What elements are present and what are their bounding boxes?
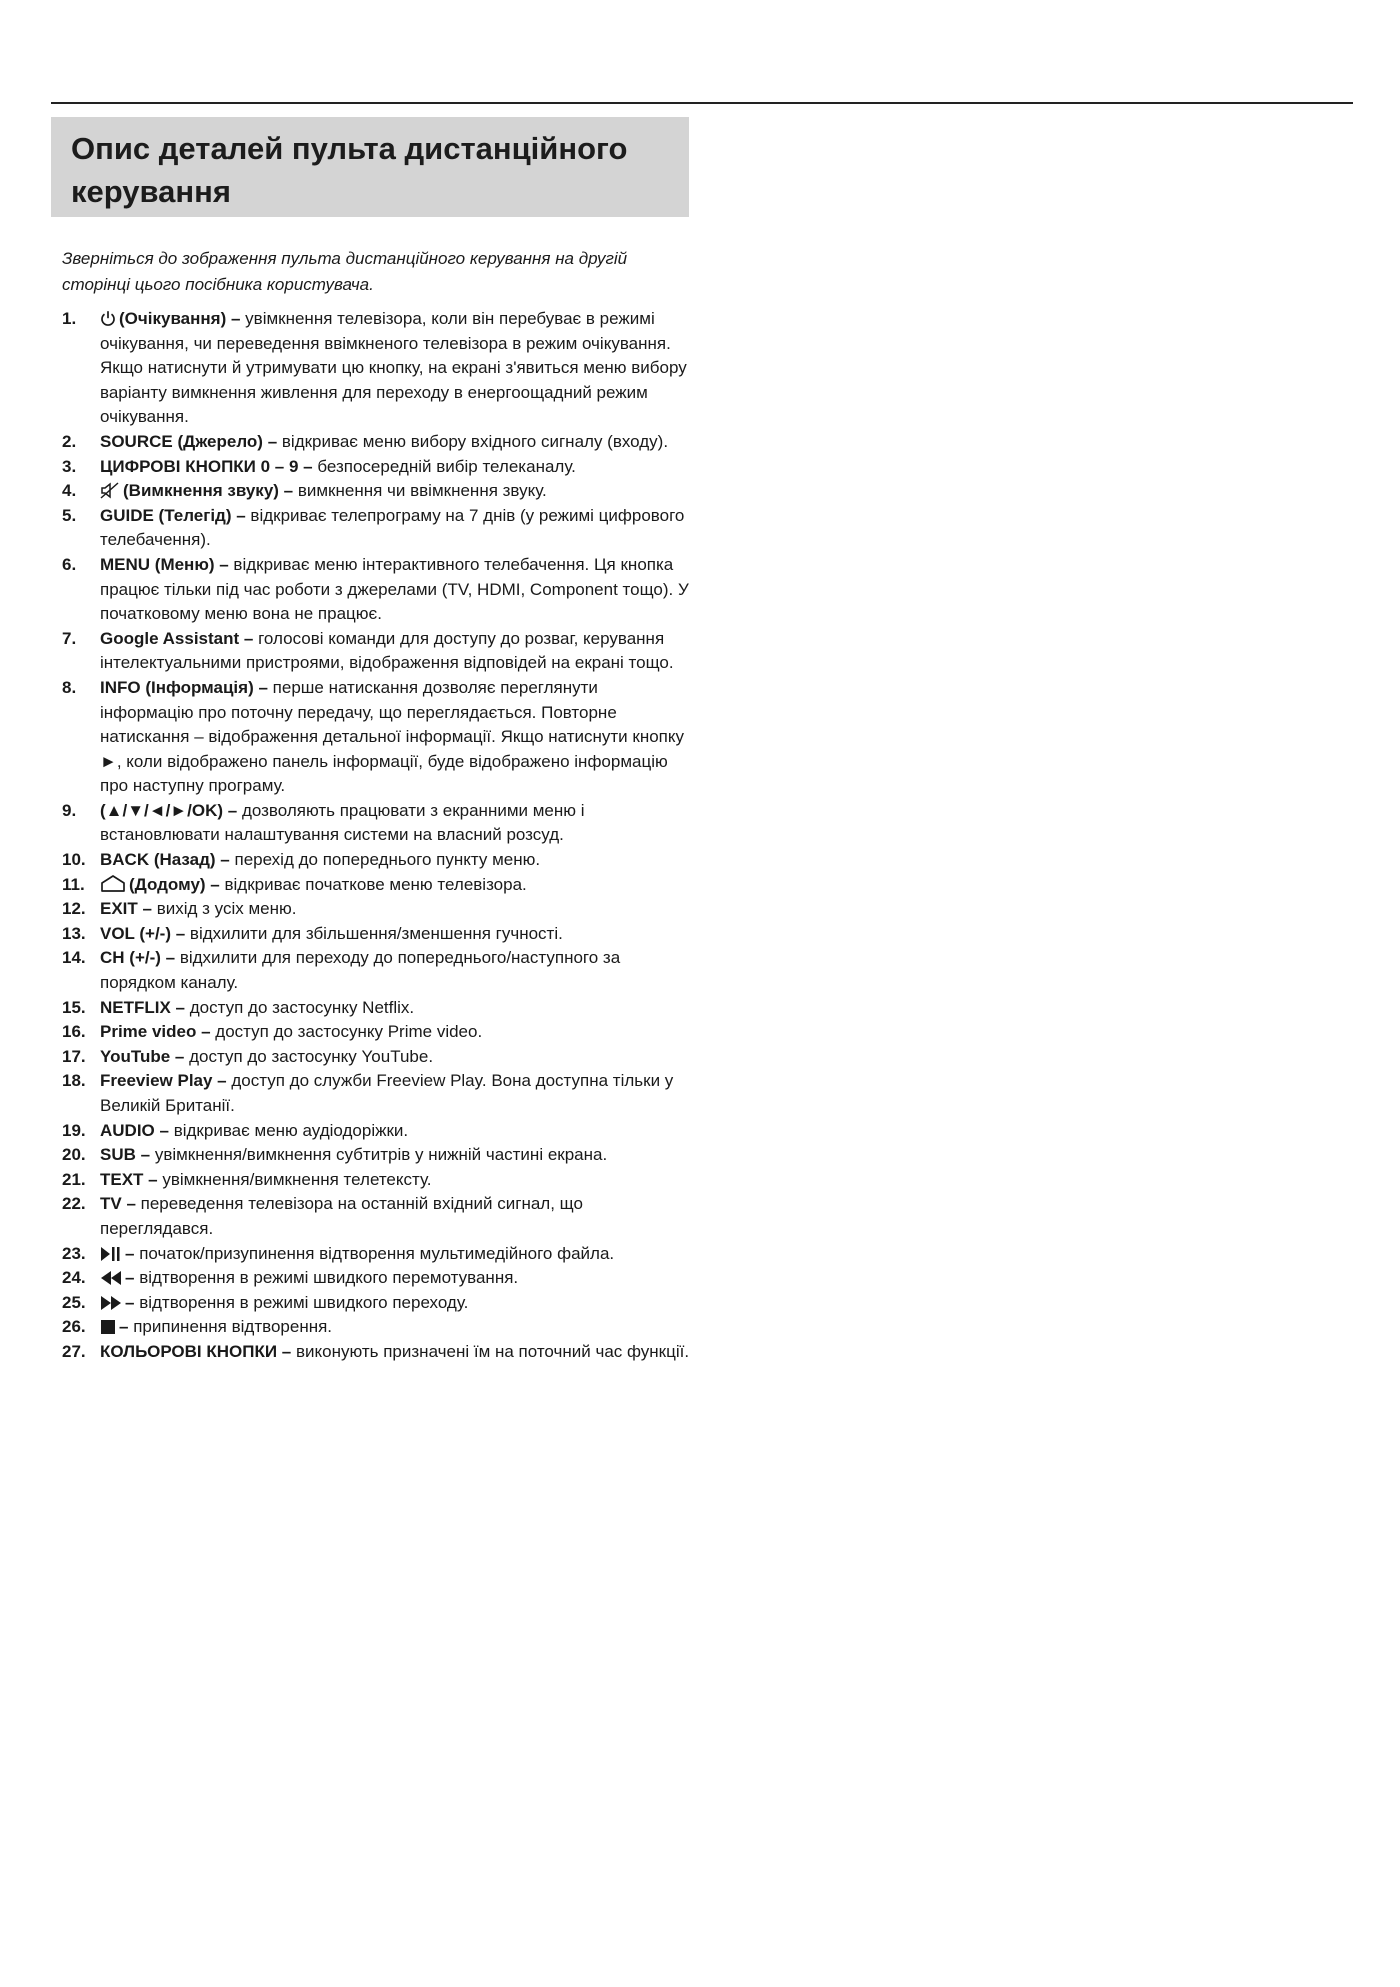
item-number: 17. xyxy=(62,1046,86,1066)
item-number: 9. xyxy=(62,800,77,820)
list-item xyxy=(62,430,692,455)
item-number: 24. xyxy=(62,1268,86,1288)
remote-buttons-list xyxy=(62,307,692,1365)
item-label: GUIDE (Телегід) – xyxy=(100,505,246,525)
mute-icon xyxy=(100,482,120,499)
item-label: TV – xyxy=(100,1194,136,1214)
item-description: відкриває меню інтерактивного телебачення. Ця кнопка працює тільки під час роботи з джерелами (TV, HDMI, Component тощо). У початковому меню вона не працює. xyxy=(100,554,689,624)
item-number: 6. xyxy=(62,554,77,574)
list-item xyxy=(62,1291,692,1316)
list-item xyxy=(62,1168,692,1193)
item-label: – xyxy=(125,1243,135,1263)
list-item xyxy=(62,1315,692,1340)
item-description: доступ до застосунку Netflix. xyxy=(189,997,415,1017)
item-number: 15. xyxy=(62,997,86,1017)
item-description: перехід до попереднього пункту меню. xyxy=(234,850,541,870)
list-item xyxy=(62,1242,692,1267)
item-number: 12. xyxy=(62,899,86,919)
item-number: 3. xyxy=(62,456,77,476)
list-item xyxy=(62,504,692,553)
list-item xyxy=(62,897,692,922)
item-number: 14. xyxy=(62,948,86,968)
home-icon xyxy=(100,874,126,893)
item-label: Freeview Play – xyxy=(100,1071,227,1091)
list-item xyxy=(62,1069,692,1118)
item-label: YouTube – xyxy=(100,1046,185,1066)
item-label: INFO (Інформація) – xyxy=(100,677,268,697)
item-description: відкриває телепрограму на 7 днів (у режимі цифрового телебачення). xyxy=(100,505,685,550)
item-number: 8. xyxy=(62,677,77,697)
item-number: 26. xyxy=(62,1317,86,1337)
item-description: початок/призупинення відтворення мультимедійного файла. xyxy=(139,1243,615,1263)
list-item xyxy=(62,922,692,947)
list-item xyxy=(62,455,692,480)
item-description: доступ до служби Freeview Play. Вона доступна тільки у Великій Британії. xyxy=(100,1071,674,1115)
item-number: 10. xyxy=(62,850,86,870)
item-number: 27. xyxy=(62,1341,86,1361)
item-description: увімкнення/вимкнення субтитрів у нижній частині екрана. xyxy=(154,1145,608,1165)
list-item xyxy=(62,799,692,848)
item-description: увімкнення телевізора, коли він перебуває в режимі очікування, чи переведення ввімкненого телевізора в режим очікування. Якщо натиснути й утримувати цю кнопку, на екрані з'явиться меню вибору варіанту вимкнення живлення для переходу в енергоощадний режим очікування. xyxy=(100,309,687,427)
item-label: TEXT – xyxy=(100,1169,158,1189)
item-number: 11. xyxy=(62,874,85,894)
top-rule xyxy=(51,102,1353,104)
item-number: 20. xyxy=(62,1145,86,1165)
item-number: 2. xyxy=(62,431,77,451)
item-label: – xyxy=(125,1268,135,1288)
item-number: 4. xyxy=(62,481,77,501)
list-item xyxy=(62,946,692,995)
item-number: 18. xyxy=(62,1071,86,1091)
item-description: дозволяють працювати з екранними меню і встановлювати налаштування системи на власний розсуд. xyxy=(100,800,585,845)
list-item xyxy=(62,848,692,873)
list-item xyxy=(62,1143,692,1168)
item-label: Prime video – xyxy=(100,1022,211,1042)
item-label: Google Assistant – xyxy=(100,628,254,648)
item-number: 21. xyxy=(62,1169,86,1189)
item-description: безпосередній вибір телеканалу. xyxy=(317,456,576,476)
list-item xyxy=(62,1119,692,1144)
item-label: CH (+/-) – xyxy=(100,948,176,968)
list-item xyxy=(62,479,692,504)
item-number: 23. xyxy=(62,1243,86,1263)
page-title: Опис деталей пульта дистанційного керування xyxy=(71,131,628,209)
item-number: 5. xyxy=(62,505,77,525)
item-number: 13. xyxy=(62,923,86,943)
item-description: виконують призначені їм на поточний час функції. xyxy=(295,1341,690,1361)
item-description: відкриває початкове меню телевізора. xyxy=(224,874,527,894)
fast-forward-icon xyxy=(100,1295,122,1311)
item-description: відтворення в режимі швидкого перемотування. xyxy=(139,1268,519,1288)
list-item xyxy=(62,1045,692,1070)
list-item xyxy=(62,676,692,799)
item-description: вимкнення чи ввімкнення звуку. xyxy=(297,481,547,501)
item-label: (Додому) – xyxy=(129,874,220,894)
item-description: відкриває меню вибору вхідного сигналу (входу). xyxy=(281,431,669,451)
item-label: MENU (Меню) – xyxy=(100,554,229,574)
item-label: (Очікування) – xyxy=(119,309,241,328)
list-item xyxy=(62,1340,692,1365)
item-number: 25. xyxy=(62,1292,86,1312)
rewind-icon xyxy=(100,1270,122,1286)
stop-icon xyxy=(100,1319,116,1335)
item-number: 19. xyxy=(62,1120,86,1140)
item-label: SOURCE (Джерело) – xyxy=(100,431,278,451)
item-label: AUDIO – xyxy=(100,1120,169,1140)
list-item xyxy=(62,996,692,1021)
list-item xyxy=(62,307,692,430)
list-item xyxy=(62,627,692,676)
item-label: SUB – xyxy=(100,1145,151,1165)
item-description: доступ до застосунку YouTube. xyxy=(189,1046,434,1066)
item-label: (▲/▼/◄/►/OK) – xyxy=(100,800,238,820)
item-label: EXIT – xyxy=(100,899,152,919)
item-description: увімкнення/вимкнення телетексту. xyxy=(162,1169,432,1189)
list-item xyxy=(62,873,692,898)
item-label: BACK (Назад) – xyxy=(100,850,230,870)
item-label: NETFLIX – xyxy=(100,997,186,1017)
item-label: КОЛЬОРОВІ КНОПКИ – xyxy=(100,1341,292,1361)
item-description: відхилити для збільшення/зменшення гучності. xyxy=(189,923,563,943)
item-label: (Вимкнення звуку) – xyxy=(123,481,294,501)
item-label: – xyxy=(119,1317,129,1337)
list-item xyxy=(62,1020,692,1045)
item-description: вихід з усіх меню. xyxy=(156,899,297,919)
item-number: 16. xyxy=(62,1022,86,1042)
item-number: 7. xyxy=(62,628,77,648)
list-item xyxy=(62,1192,692,1241)
list-item xyxy=(62,1266,692,1291)
item-label: ЦИФРОВІ КНОПКИ 0 – 9 – xyxy=(100,456,313,476)
intro-text: Зверніться до зображення пульта дистанційного керування на другій сторінці цього посібника користувача. xyxy=(62,249,628,294)
item-number: 22. xyxy=(62,1194,86,1214)
item-number: 1. xyxy=(62,309,77,328)
item-description: перше натискання дозволяє переглянути інформацію про поточну передачу, що переглядається. Повторне натискання – відображення детальної інформації. Якщо натиснути кнопку ►, коли відображено панель інформації, буде відображено інформацію про наступну програму. xyxy=(100,677,685,796)
item-description: відкриває меню аудіодоріжки. xyxy=(173,1120,409,1140)
list-item xyxy=(62,553,692,627)
item-label: – xyxy=(125,1292,135,1312)
item-label: VOL (+/-) – xyxy=(100,923,186,943)
item-description: переведення телевізора на останній вхідний сигнал, що переглядався. xyxy=(100,1194,583,1238)
item-description: доступ до застосунку Prime video. xyxy=(215,1022,483,1042)
section-header xyxy=(51,117,689,217)
item-description: припинення відтворення. xyxy=(133,1317,333,1337)
item-description: відхилити для переходу до попереднього/наступного за порядком каналу. xyxy=(100,948,621,993)
item-description: голосові команди для доступу до розваг, керування інтелектуальними пристроями, відображення відповідей на екрані тощо. xyxy=(100,628,674,673)
play-pause-icon xyxy=(100,1246,122,1262)
power-icon xyxy=(100,310,116,327)
item-description: відтворення в режимі швидкого переходу. xyxy=(139,1292,469,1312)
